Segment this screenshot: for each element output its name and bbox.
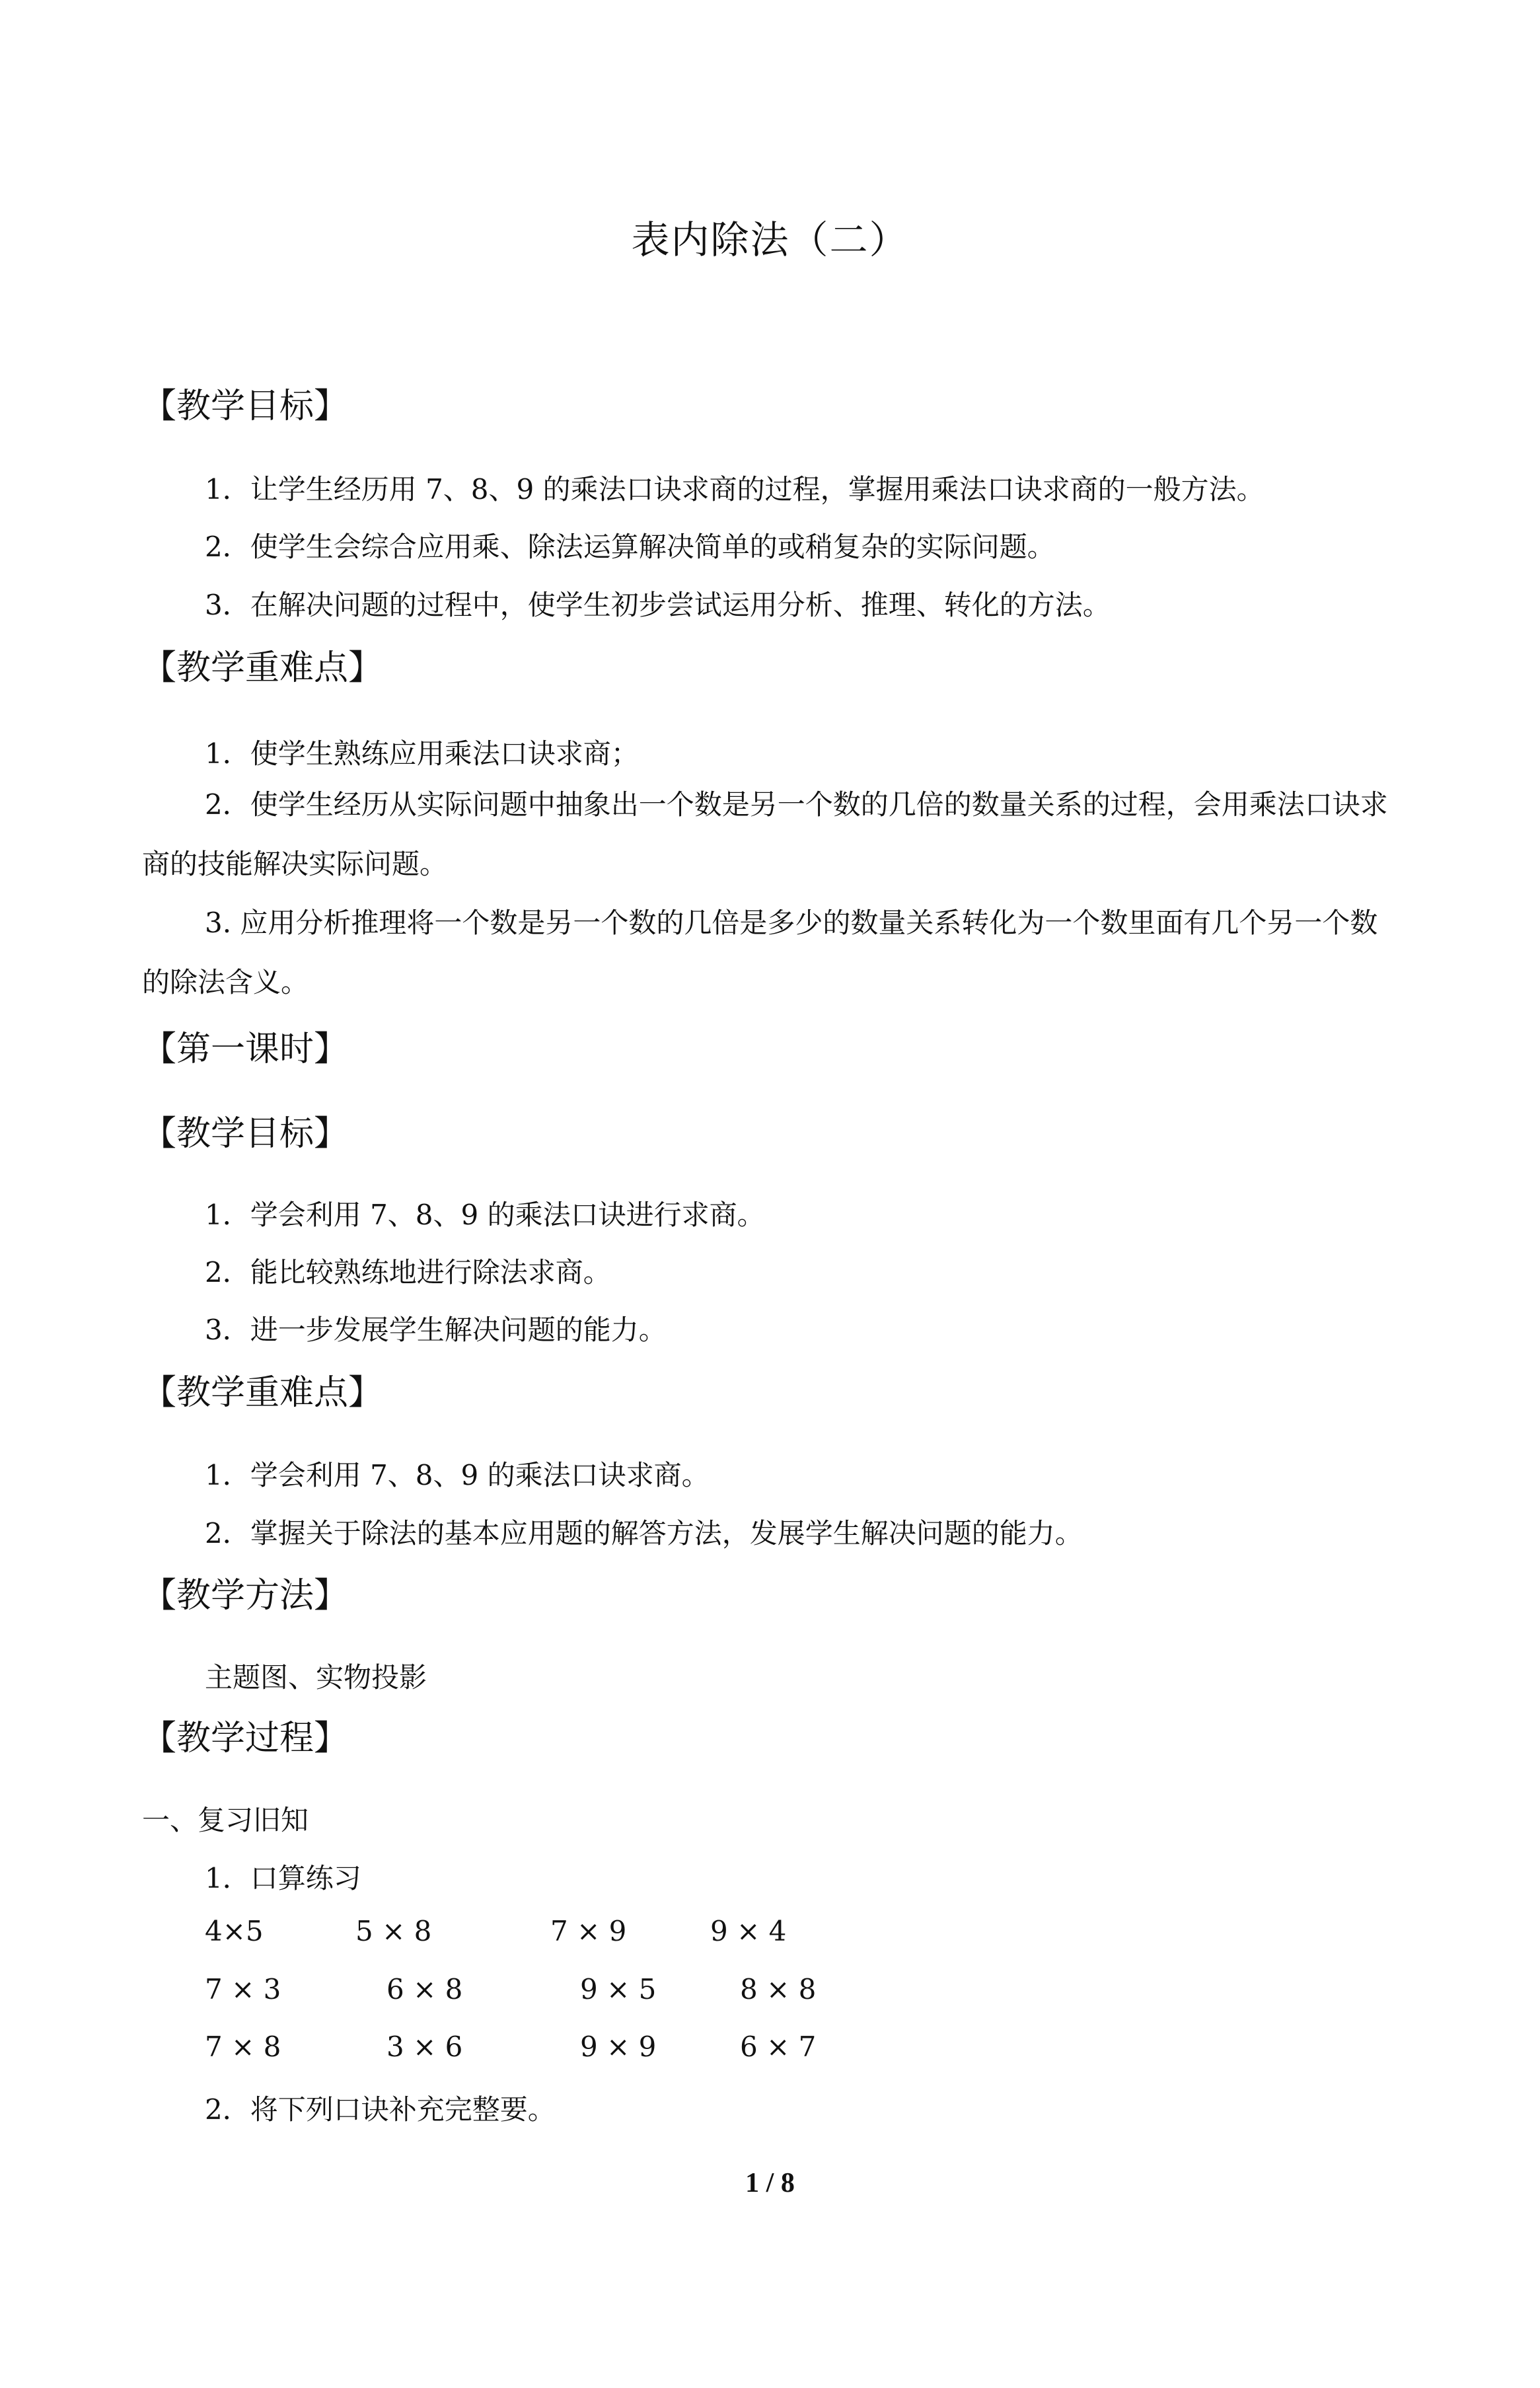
objectives-heading: 【教学目标】 [142,387,349,426]
drill-expression: 9 × 4 [710,1915,787,1947]
drill-expression: 4×5 [205,1915,264,1947]
section-review: 一、复习旧知 [142,1804,309,1836]
lesson-key-point-item: 1．学会利用 7、8、9 的乘法口诀求商。 [205,1459,710,1491]
key-points-heading: 【教学重难点】 [142,648,383,688]
objective-item: 1．让学生经历用 7、8、9 的乘法口诀求商的过程，掌握用乘法口诀求商的一般方法。 [205,473,1265,505]
drill-expression: 6 × 8 [386,1973,463,2005]
drill-expression: 7 × 3 [205,1973,281,2005]
drill-expression: 9 × 5 [580,1973,657,2005]
drill-expression: 5 × 8 [355,1915,432,1947]
lesson-key-point-item: 2．掌握关于除法的基本应用题的解答方法，发展学生解决问题的能力。 [205,1517,1083,1549]
page-title: 表内除法（二） [631,217,909,262]
drill-expression: 6 × 7 [740,2031,817,2063]
lesson-heading: 【第一课时】 [142,1029,349,1069]
drill-row [205,1915,932,1955]
drill-expression: 9 × 9 [580,2031,657,2063]
drill-expression: 3 × 6 [386,2031,463,2063]
process-heading: 【教学过程】 [142,1719,349,1758]
objective-item: 3．在解决问题的过程中，使学生初步尝试运用分析、推理、转化的方法。 [205,589,1111,621]
formula-complete-label: 2．将下列口诀补充完整要。 [205,2093,556,2126]
drill-expression: 7 × 9 [550,1915,627,1947]
objective-item: 2．使学生会综合应用乘、除法运算解决简单的或稍复杂的实际问题。 [205,531,1055,563]
key-point-item: 3. 应用分析推理将一个数是另一个数的几倍是多少的数量关系转化为一个数里面有几个另一个数的除法含义。 [142,907,1378,998]
lesson-objectives-heading: 【教学目标】 [142,1114,349,1154]
drill-expression: 7 × 8 [205,2031,281,2063]
lesson-key-points-heading: 【教学重难点】 [142,1373,383,1413]
page-number: 1 / 8 [745,2168,795,2198]
methods-text: 主题图、实物投影 [205,1661,427,1694]
key-point-item: 2．使学生经历从实际问题中抽象出一个数是另一个数的几倍的数量关系的过程，会用乘法口诀求商的技能解决实际问题。 [142,788,1388,880]
methods-heading: 【教学方法】 [142,1576,349,1616]
drill-row [205,1973,932,2013]
drill-row [205,2031,932,2070]
lesson-objective-item: 1．学会利用 7、8、9 的乘法口诀进行求商。 [205,1199,765,1231]
drill-expression: 8 × 8 [740,1973,817,2005]
lesson-objective-item: 3．进一步发展学生解决问题的能力。 [205,1314,667,1346]
oral-drill-label: 1．口算练习 [205,1862,361,1894]
key-point-item: 1．使学生熟练应用乘法口诀求商； [205,737,639,770]
lesson-objective-item: 2．能比较熟练地进行除法求商。 [205,1256,611,1288]
